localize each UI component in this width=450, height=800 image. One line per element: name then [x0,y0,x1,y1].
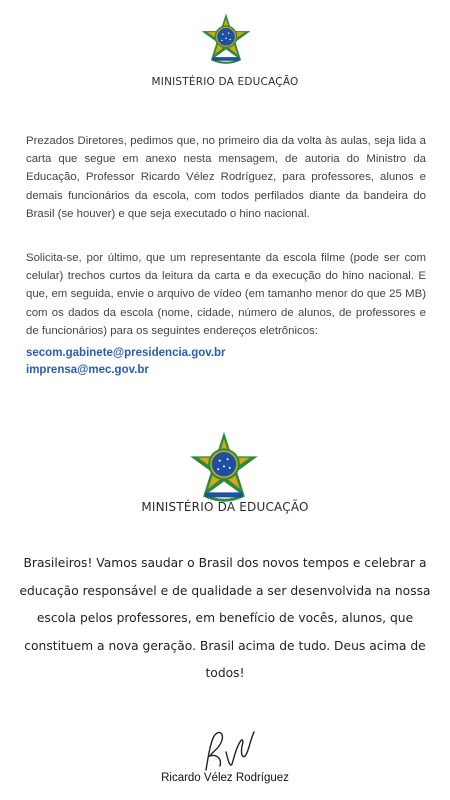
letter-ministry-title: MINISTÉRIO DA EDUCAÇÃO [141,500,309,514]
ministry-title: MINISTÉRIO DA EDUCAÇÃO [151,76,299,88]
email-list [26,345,226,379]
handwritten-signature [196,728,260,774]
email-link-mec[interactable]: imprensa@mec.gov.br [26,364,149,376]
request-paragraph: Solicita-se, por último, que um representante da escola filme (pode ser com celular) trechos curtos da leitura da carta e da execução do hino nacional. E que, em seguida, envie o arquivo de vídeo (em tamanho menor do que 25 MB) com os dados da escola (nome, cidade, número de alunos, de professores e de funcionários) para os seguintes endereços eletrônicos: [26,252,426,337]
brazil-coat-of-arms-icon [200,12,252,70]
brazil-coat-of-arms-icon [188,430,260,510]
instructions-paragraph: Prezados Diretores, pedimos que, no primeiro dia da volta às aulas, seja lida a carta que segue em anexo nesta mensagem, de autoria do Ministro da Educação, Professor Ricardo Vélez Rodríguez, para professores, alunos e demais funcionários da escola, com todos perfilados diante da bandeira do Brasil (se houver) e que seja executado o hino nacional. [26,135,426,220]
signature-name: Ricardo Vélez Rodríguez [161,772,289,784]
letter-message: Brasileiros! Vamos saudar o Brasil dos novos tempos e celebrar a educação responsável e de qualidade a ser desenvolvida na nossa escola pelos professores, em benefício de vocês, alunos, que constituem a nova geração. Brasil acima de tudo. Deus acima de todos! [19,556,431,680]
email-link-secom[interactable]: secom.gabinete@presidencia.gov.br [26,347,226,359]
